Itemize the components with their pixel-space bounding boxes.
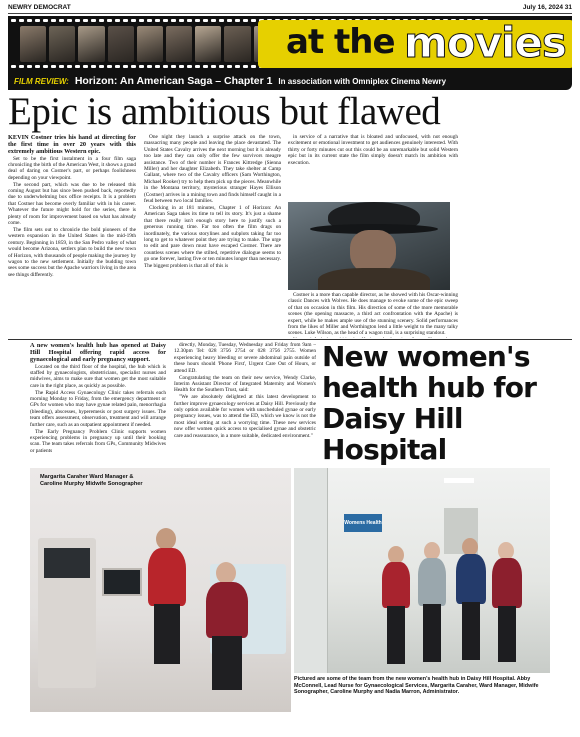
review-lead: KEVIN Costner tries his hand at directing for the first time in over 20 years with this extremely ambitious Western epic. xyxy=(8,134,136,155)
health-headline: New women's health hub for Daisy Hill Hospital xyxy=(322,340,537,466)
sprocket-hole xyxy=(163,65,168,68)
sprocket-hole xyxy=(59,19,64,22)
sprocket-hole xyxy=(43,19,48,22)
sprocket-hole xyxy=(211,19,216,22)
sprocket-hole xyxy=(139,65,144,68)
logo-movies: movies xyxy=(404,18,566,67)
sprocket-hole xyxy=(235,19,240,22)
sprocket-hole xyxy=(251,65,256,68)
sprocket-hole xyxy=(147,65,152,68)
sprocket-hole xyxy=(227,65,232,68)
sprocket-hole xyxy=(83,65,88,68)
film-frame xyxy=(20,26,46,62)
sprocket-hole xyxy=(187,65,192,68)
film-frame xyxy=(166,26,192,62)
review-column-1 xyxy=(8,134,136,336)
sprocket-hole xyxy=(35,65,40,68)
sprocket-hole xyxy=(27,19,32,22)
sprocket-hole xyxy=(75,19,80,22)
review-paragraph: The film sets out to chronicle the bold pioneers of the western expansion in the United States in the mid-19th century. Beginning in 1859, in the San Pedro valley of what would become Arizona, settlers plan to build the new town of Horizon, with thousands of people making the journey by wagon to the new settlement. Initially the budding town sees some success but the Apache warriors living in the area see things differently. xyxy=(8,226,136,278)
sprocket-hole xyxy=(107,19,112,22)
sprocket-hole xyxy=(19,19,24,22)
actor-coat xyxy=(318,268,430,290)
sprocket-hole xyxy=(11,65,16,68)
health-paragraph: "We are absolutely delighted at this latest development to further improve gynaecology services at Daisy Hill. Previously the only option available for women with unscheduled gynae or early pregnancy issues, was to attend the ED, which we know is not the most ideal setting at such a worrying time. These new services now offer women quick access to specialised gynae and obstetric care and reassurance, in a more suitable, dedicated environment." xyxy=(174,394,316,439)
sprocket-hole xyxy=(115,19,120,22)
review-column-3-top xyxy=(288,134,458,200)
film-frame xyxy=(195,26,221,62)
film-frame xyxy=(108,26,134,62)
sprocket-hole xyxy=(211,65,216,68)
sprocket-hole xyxy=(155,19,160,22)
sprocket-hole xyxy=(67,19,72,22)
sprocket-hole xyxy=(99,65,104,68)
ceiling-light xyxy=(444,478,474,483)
sprocket-hole xyxy=(19,65,24,68)
costner-photo xyxy=(288,202,450,290)
movies-banner xyxy=(8,16,572,90)
health-paragraph: directly, Monday, Tuesday, Wednesday and Friday from 9am – 12.30pm Tel: 028 3756 2754 or 028 3756 2755. Women experiencing heavy bleeding or severe abdominal pain outside of these hours should 'Phone First', Urgent Care Out of Hours, or attend ED. xyxy=(174,342,316,374)
sprocket-hole xyxy=(179,65,184,68)
sprocket-hole xyxy=(27,65,32,68)
ultrasound-room-photo xyxy=(30,468,291,712)
sprocket-hole xyxy=(115,65,120,68)
movie-title: Horizon: An American Saga – Chapter 1 xyxy=(74,75,273,87)
sprocket-hole xyxy=(203,65,208,68)
sprocket-hole xyxy=(243,19,248,22)
at-the-movies-logo xyxy=(258,20,572,68)
sprocket-hole xyxy=(195,19,200,22)
sprocket-hole xyxy=(67,65,72,68)
film-review-tag: FILM REVIEW: xyxy=(14,76,69,86)
sprocket-hole xyxy=(51,65,56,68)
review-paragraph: Costner is a more than capable director, as he showed with his Oscar-winning classic Dances with Wolves. He does manage to evoke some of the epic sweep of that on occasion in this film. His direction of some of the more memorable scenes (the opening massacre, a third act confrontation with the Apache) is expert, while he makes ample use of the stunning scenery. Solid performances from the likes of Miller and Worthington lend a little weight to the many talky scenes. Luke Wilson, as the head of a wagon trail, is a surprising standout. xyxy=(288,292,458,337)
sprocket-hole xyxy=(43,65,48,68)
sprocket-hole xyxy=(91,19,96,22)
womens-health-sign: Womens Health xyxy=(344,514,382,532)
health-paragraph: Congratulating the team on their new service, Wendy Clarke, Interim Assistant Director of Integrated Maternity and Women's Health for the Southern Trust, said: xyxy=(174,374,316,394)
film-frame xyxy=(49,26,75,62)
sprocket-hole xyxy=(219,65,224,68)
sprocket-hole xyxy=(123,65,128,68)
film-frame xyxy=(224,26,250,62)
sprocket-hole xyxy=(59,65,64,68)
sprocket-hole xyxy=(195,65,200,68)
sprocket-hole xyxy=(131,19,136,22)
health-lead: A new women's health hub has opened at Daisy Hill Hospital offering rapid access for gynaecological and early pregnancy support. xyxy=(30,342,166,363)
team-photo-caption: Pictured are some of the team from the new women's health hub in Daisy Hill Hospital. Abby McConnell, Lead Nurse for Gynaecological Services, Margarita Caraher, Ward Manager, Midwife Sonographer, Caroline Murphy and Nadia Marron, Administrator. xyxy=(294,676,539,696)
masthead xyxy=(8,2,572,14)
film-frame xyxy=(78,26,104,62)
review-headline: Epic is ambitious but flawed xyxy=(8,90,441,133)
review-paragraph: in service of a narrative that is bloated and unfocused, with not enough excitement or emotional investment to get audiences genuinely interested. With thirty or forty minutes cut out this could be an unremarkable but solid Western epic but in its current state the film simply doesn't match its ambition with execution. xyxy=(288,134,458,166)
sprocket-hole xyxy=(227,19,232,22)
review-paragraph: Clocking in at 181 minutes, Chapter 1 of Horizon: An American Saga takes its time to tell its story. It's just a shame that there really isn't enough story here to justify such a generous running time. Far too often the film drags on inordinately, the various storylines and subplots taking far too long to get to whatever point they are trying to make. The urge to edit and pare down must have escaped Costner. There are countless scenes where the stilted, repetitive dialogue seems to go one forever, lasting five or ten minutes longer than necessary. The biggest problem is that all of this is xyxy=(144,204,281,269)
health-column-1 xyxy=(30,342,166,468)
wall-monitor xyxy=(102,568,142,596)
sprocket-hole xyxy=(83,19,88,22)
sprocket-hole xyxy=(171,65,176,68)
ultrasound-photo-caption: Margarita Caraher Ward Manager & Caroline Murphy Midwife Sonographer xyxy=(40,474,143,487)
sprocket-hole xyxy=(99,19,104,22)
film-review-bar xyxy=(8,72,572,90)
sprocket-hole xyxy=(171,19,176,22)
health-paragraph: The Rapid Access Gynaecology Clinic takes referrals each morning Monday to Friday, from the emergency department or GPs for women who may have gynae related pain, menorrhagia (bleeding), abscesses, hyperemesis or post surgery issues. The team offers assessment, observation, treatment and will arrange further care, such as an outpatient appointment if needed. xyxy=(30,389,166,428)
sprocket-hole xyxy=(35,19,40,22)
sprocket-hole xyxy=(179,19,184,22)
sprocket-hole xyxy=(123,19,128,22)
sprocket-hole xyxy=(251,19,256,22)
sprocket-hole xyxy=(203,19,208,22)
team-corridor-photo xyxy=(294,468,550,673)
ultrasound-screen xyxy=(44,548,90,578)
sprocket-hole xyxy=(235,65,240,68)
health-paragraph: The Early Pregnancy Problem Clinic supports women experiencing problems in pregnancy up until their booking scan. The team takes referrals from GPs, Community Midwives or patients xyxy=(30,428,166,454)
review-column-2 xyxy=(144,134,281,336)
sprocket-hole xyxy=(163,19,168,22)
review-paragraph xyxy=(288,337,458,338)
sprocket-hole xyxy=(139,19,144,22)
review-paragraph: The second part, which was due to be released this coming August but has since been pushed back, reportedly due to underwhelming box office receipts. It is a problem that Costner has become overly familiar with in his career. Whatever the future might hold for the series, there is plenty of room for improvement based on what has already come. xyxy=(8,181,136,227)
sprocket-hole xyxy=(187,19,192,22)
sprocket-hole xyxy=(155,65,160,68)
sprocket-hole xyxy=(51,19,56,22)
sprocket-hole xyxy=(131,65,136,68)
film-frame xyxy=(137,26,163,62)
health-column-2 xyxy=(174,342,316,468)
review-paragraph: Set to be the first instalment in a four film saga chronicling the birth of the American West, it shows a grand deal of daring on Costner's part, or perhaps foolishness depending on your viewpoint. xyxy=(8,155,136,181)
corridor-door xyxy=(294,468,328,673)
sprocket-hole xyxy=(219,19,224,22)
sprocket-hole xyxy=(75,65,80,68)
sprocket-hole xyxy=(91,65,96,68)
review-paragraph: One night they launch a surprise attack on the town, massacring many people and leaving the place devastated. The United States Cavalry arrives the next morning but it is already too late and they can only offer the few survivors meagre assistance. Two of their number is Frances Kittredge (Sienna Miller) and her daughter Elizabeth. They take shelter at Camp Gallant, where two of the Cavalry officers (Sam Worthington, Michael Rooker) try to help them pick up the pieces. Meanwhile in the Montana territory, mysterious stranger Hayes Ellison (Costner) arrives in a mining town and finds himself caught in a feud between two local families. xyxy=(144,134,281,205)
sprocket-hole xyxy=(107,65,112,68)
sprocket-hole xyxy=(11,19,16,22)
review-column-3-bottom xyxy=(288,292,458,338)
cinema-association: In association with Omniplex Cinema Newry xyxy=(278,76,447,86)
health-paragraph: Located on the third floor of the hospital, the hub which is staffed by gynaecologists, obstetricians, specialist nurses and midwives, aims to make sure that women get the most suitable care in the right place, as quickly as possible. xyxy=(30,363,166,389)
logo-at-the: at the xyxy=(286,22,395,62)
publication-name: NEWRY DEMOCRAT xyxy=(8,4,71,11)
sprocket-hole xyxy=(147,19,152,22)
page-date-number: July 16, 2024 31 xyxy=(522,4,572,11)
sprocket-hole xyxy=(243,65,248,68)
